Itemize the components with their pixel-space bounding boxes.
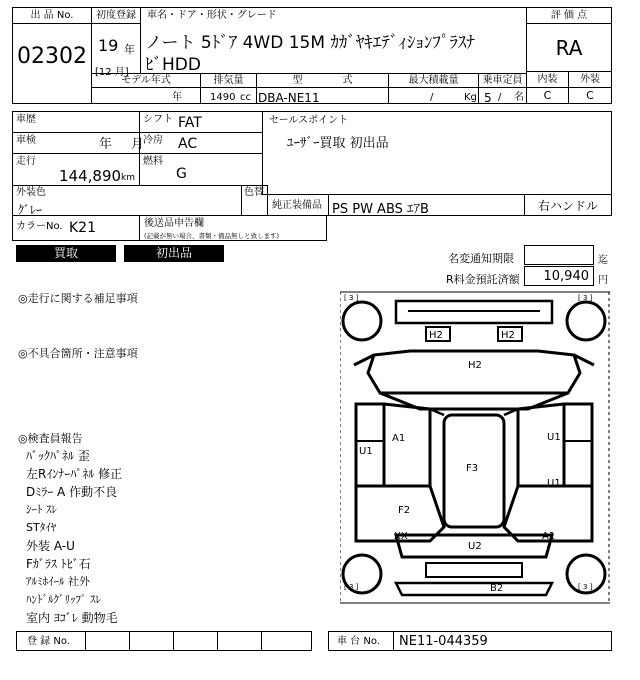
model-name-line2: ﾋﾞHDD [145,55,201,75]
color-change-label: 色替 [244,187,264,198]
exterior-label: 外装 [569,71,611,87]
list-item: 室内 ﾖｺﾞﾚ 動物毛 [26,611,118,625]
damage-mark: B2 [490,583,504,594]
chassis-no-row [328,631,612,651]
purchase-badge: 買取 [16,245,116,262]
interior-grade: C [527,87,569,103]
overall-grade: RA [555,36,583,60]
inspection-label: 車検 [16,135,36,146]
mileage-cell [12,153,140,186]
doc-label: 後送品申告欄 [144,218,204,229]
odometer-notice-box [524,245,594,265]
sales-point-value: ﾕｰｻﾞｰ買取 初出品 [287,136,389,151]
divider [388,88,389,104]
color-change-cell [241,185,268,216]
list-item: Fｶﾞﾗｽ ﾄﾋﾞ石 [26,557,91,571]
divider [217,632,218,650]
car-diagram-svg [340,291,610,604]
equipment-label: 純正装備品 [272,200,322,211]
color-no-value: K21 [69,220,96,236]
damage-mark: F3 [466,463,479,474]
displacement-unit: cc [240,92,251,103]
rear-bumper [396,583,552,595]
first-registration-box [91,7,141,78]
odometer-notice-label: 名変通知期限 [448,252,514,265]
color-cell [12,185,242,216]
corner-label-tl: [ 3 ] [344,294,359,302]
color-value: ｸﾞﾚｰ [18,203,43,217]
rear-garnish [426,563,522,577]
capacity-label: 乗車定員 [478,74,526,88]
right-side-outer [564,404,592,486]
damage-mark: H2 [429,330,443,341]
divider [85,632,86,650]
doc-cell [139,215,327,241]
year-unit: 年 [124,43,135,56]
damage-mark: A1 [542,531,556,542]
model-name-box [140,7,527,74]
displacement: 1490 [210,92,236,103]
model-type: DBA-NE11 [258,91,320,105]
list-item: 外装 A-U [26,539,75,553]
capacity-unit: 名 [514,92,524,103]
ac-cell [139,132,263,154]
divider [261,632,262,650]
recycle-label: R料金預託済額 [446,273,520,286]
corner-label-tr: [ 3 ] [578,294,593,302]
list-item: ﾊﾝﾄﾞﾙｸﾞﾘｯﾌﾟ ｽﾚ [26,593,101,606]
list-item: 左Rｲﾝﾅｰﾊﾟﾈﾙ 修正 [26,467,123,481]
ac-value: AC [178,136,198,152]
lot-number: 02302 [17,43,87,69]
color-label: 外装色 [16,187,46,198]
fuel-cell [139,153,263,186]
divider [200,88,201,104]
first-registration-month: [12 月] [95,67,129,78]
corner-label-br: [ 3 ] [578,583,593,591]
model-year-label: モデル年式 [92,74,200,88]
corner-label-bl: [ 3 ] [344,583,359,591]
list-item: STﾀｲﾔ [26,521,57,534]
max-load-unit: Kg [464,92,477,103]
divider [393,632,394,650]
inspector-report-title: ◎検査員報告 [18,432,83,445]
type-label: 型 式 [256,74,388,88]
fuel-value: G [176,166,187,182]
steering-cell [524,194,612,216]
ac-label: 冷房 [143,135,163,146]
left-side-outer [356,404,384,486]
shift-cell [139,111,263,133]
exterior-grade: C [569,87,611,103]
divider [328,195,329,215]
first-registration-year: 19 [98,36,119,55]
defects-notes-title: ◎不具合箇所・注意事項 [18,347,138,360]
lot-number-label: 出 品 No. [13,8,91,24]
wheel-front-right [567,302,605,340]
registration-no-label: 登 録 No. [27,636,70,647]
divider [256,88,257,104]
list-item: Dﾐﾗｰ A 作動不良 [26,485,118,499]
capacity-sep: / [498,92,502,103]
inspection-cell [12,132,145,154]
color-no-label: カラーNo. [16,221,63,232]
wheel-front-left [343,302,381,340]
chassis-no-label: 車 台 No. [337,636,380,647]
mileage-label: 走行 [16,156,36,167]
first-listing-badge: 初出品 [124,245,224,262]
mileage-value: 144,890 [59,167,122,185]
first-registration-label: 初度登録 [92,8,140,24]
color-no-cell [12,215,140,241]
grade-box [526,7,612,104]
sales-point-label: セールスポイント [269,115,349,126]
inspection-month: 月 [131,137,145,152]
damage-mark: U1 [359,446,373,457]
damage-mark: F2 [398,505,411,516]
history-cell [12,111,140,133]
fuel-label: 燃料 [143,156,163,167]
equipment-cell [267,194,525,216]
grade-label: 評 価 点 [527,8,611,24]
damage-mark: U2 [468,541,482,552]
damage-mark: A1 [392,433,406,444]
model-name-line1: ノート 5ﾄﾞｱ 4WD 15M ｶｶﾞﾔｷｴﾃﾞｨｼｮﾝﾌﾟﾗｽﾅ [145,33,475,53]
damage-mark: H2 [501,330,515,341]
divider [173,632,174,650]
spec-row [91,73,527,104]
interior-label: 内装 [527,71,569,87]
steering-value: 右ハンドル [537,198,598,213]
shift-label: シフト [143,114,173,125]
damage-mark: U1 [547,478,561,489]
model-year-unit: 年 [172,92,182,103]
right-door-front [518,404,564,486]
car-damage-diagram [340,291,610,604]
divider [129,632,130,650]
displacement-label: 排気量 [200,74,256,88]
lot-number-box [12,7,92,104]
recycle-amount-box [524,266,594,286]
sales-point-cell [262,111,612,195]
capacity: 5 [484,91,492,105]
hood [368,351,580,393]
driving-notes-title: ◎走行に関する補足事項 [18,292,138,305]
max-load-label: 最大積載量 [388,74,478,88]
max-load-sep: / [430,92,434,103]
mileage-unit: km [121,173,135,183]
inspector-report-list [26,447,122,627]
history-label: 車歴 [16,114,36,125]
model-name-label: 車名・ドア・形状・グレード [147,10,277,21]
odometer-notice-unit: 迄 [598,255,608,266]
list-item: ﾊﾞｯｸﾊﾟﾈﾙ 歪 [26,449,90,463]
chassis-no-value: NE11-044359 [399,634,488,649]
recycle-unit: 円 [598,275,608,286]
recycle-amount: 10,940 [543,269,589,284]
damage-mark: H2 [468,360,482,371]
doc-sub: (記載が無い場合、書類・備品無しと致します) [144,232,280,240]
damage-mark: XX [394,531,408,542]
inspection-year: 年 [99,137,113,152]
list-item: ｼｰﾄ ｽﾚ [26,503,57,516]
damage-mark: U1 [547,432,561,443]
list-item: ｱﾙﾐﾎｲｰﾙ 社外 [26,575,90,588]
registration-no-row [16,631,312,651]
divider [478,88,479,104]
equipment-value: PS PW ABS ｴｱB [332,202,429,217]
left-door-front [384,404,430,486]
shift-value: FAT [178,115,202,131]
